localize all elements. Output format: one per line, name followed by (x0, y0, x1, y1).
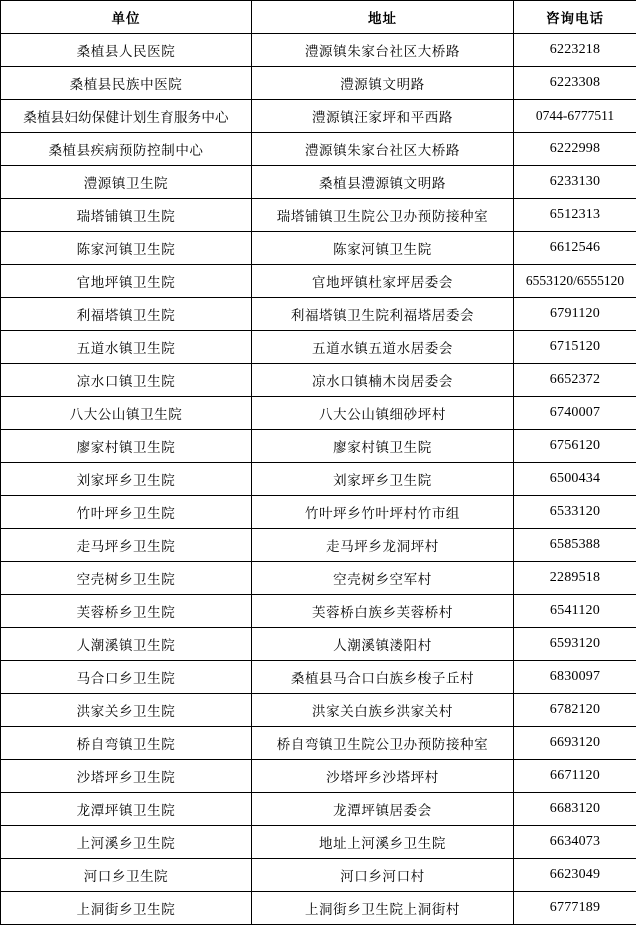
unit-cell: 瑞塔铺镇卫生院 (1, 199, 252, 232)
table-row (1, 793, 636, 826)
unit-cell: 五道水镇卫生院 (1, 331, 252, 364)
table-row (1, 100, 636, 133)
address-cell: 五道水镇五道水居委会 (252, 331, 514, 364)
table-row (1, 595, 636, 628)
phone-cell: 6623049 (514, 859, 636, 892)
address-cell: 廖家村镇卫生院 (252, 430, 514, 463)
phone-cell: 0744-6777511 (514, 100, 636, 133)
phone-cell: 6782120 (514, 694, 636, 727)
address-cell: 沙塔坪乡沙塔坪村 (252, 760, 514, 793)
address-cell: 芙蓉桥白族乡芙蓉桥村 (252, 595, 514, 628)
table-row (1, 232, 636, 265)
address-cell: 桥自弯镇卫生院公卫办预防接种室 (252, 727, 514, 760)
unit-cell: 上河溪乡卫生院 (1, 826, 252, 859)
unit-cell: 桑植县疾病预防控制中心 (1, 133, 252, 166)
table-row (1, 529, 636, 562)
address-cell: 洪家关白族乡洪家关村 (252, 694, 514, 727)
unit-cell: 凉水口镇卫生院 (1, 364, 252, 397)
table-row (1, 826, 636, 859)
address-cell: 澧源镇朱家台社区大桥路 (252, 133, 514, 166)
table-row (1, 430, 636, 463)
unit-cell: 廖家村镇卫生院 (1, 430, 252, 463)
unit-cell: 芙蓉桥乡卫生院 (1, 595, 252, 628)
address-cell: 桑植县澧源镇文明路 (252, 166, 514, 199)
unit-cell: 澧源镇卫生院 (1, 166, 252, 199)
phone-cell: 6830097 (514, 661, 636, 694)
phone-cell: 6223308 (514, 67, 636, 100)
unit-cell: 沙塔坪乡卫生院 (1, 760, 252, 793)
table-header (1, 1, 636, 34)
table-row (1, 694, 636, 727)
table-row (1, 265, 636, 298)
unit-cell: 人潮溪镇卫生院 (1, 628, 252, 661)
unit-cell: 龙潭坪镇卫生院 (1, 793, 252, 826)
address-cell: 澧源镇文明路 (252, 67, 514, 100)
table-row (1, 364, 636, 397)
phone-cell: 6693120 (514, 727, 636, 760)
table-body (1, 34, 636, 925)
unit-cell: 官地坪镇卫生院 (1, 265, 252, 298)
table-row (1, 298, 636, 331)
phone-cell: 6222998 (514, 133, 636, 166)
table-row (1, 331, 636, 364)
table-row (1, 628, 636, 661)
table-row (1, 199, 636, 232)
unit-cell: 桥自弯镇卫生院 (1, 727, 252, 760)
table-row (1, 463, 636, 496)
unit-cell: 河口乡卫生院 (1, 859, 252, 892)
table-row (1, 859, 636, 892)
unit-cell: 走马坪乡卫生院 (1, 529, 252, 562)
unit-cell: 空壳树乡卫生院 (1, 562, 252, 595)
phone-cell: 6585388 (514, 529, 636, 562)
unit-cell: 上洞街乡卫生院 (1, 892, 252, 925)
table-row (1, 562, 636, 595)
phone-cell: 2289518 (514, 562, 636, 595)
address-cell: 上洞街乡卫生院上洞街村 (252, 892, 514, 925)
phone-cell: 6634073 (514, 826, 636, 859)
table-row (1, 34, 636, 67)
address-cell: 刘家坪乡卫生院 (252, 463, 514, 496)
address-cell: 利福塔镇卫生院利福塔居委会 (252, 298, 514, 331)
address-cell: 凉水口镇楠木岗居委会 (252, 364, 514, 397)
unit-cell: 陈家河镇卫生院 (1, 232, 252, 265)
column-header-unit: 单位 (1, 1, 252, 34)
address-cell: 澧源镇汪家坪和平西路 (252, 100, 514, 133)
table-row (1, 727, 636, 760)
address-cell: 澧源镇朱家台社区大桥路 (252, 34, 514, 67)
column-header-address: 地址 (252, 1, 514, 34)
address-cell: 人潮溪镇溇阳村 (252, 628, 514, 661)
phone-cell: 6533120 (514, 496, 636, 529)
phone-cell: 6553120/6555120 (514, 265, 636, 298)
unit-cell: 桑植县民族中医院 (1, 67, 252, 100)
address-cell: 官地坪镇杜家坪居委会 (252, 265, 514, 298)
phone-cell: 6671120 (514, 760, 636, 793)
unit-cell: 桑植县人民医院 (1, 34, 252, 67)
unit-cell: 洪家关乡卫生院 (1, 694, 252, 727)
table-row (1, 661, 636, 694)
unit-cell: 桑植县妇幼保健计划生育服务中心 (1, 100, 252, 133)
table-row (1, 67, 636, 100)
phone-cell: 6777189 (514, 892, 636, 925)
header-row (1, 1, 636, 34)
table-row (1, 892, 636, 925)
table-row (1, 760, 636, 793)
phone-cell: 6512313 (514, 199, 636, 232)
phone-cell: 6500434 (514, 463, 636, 496)
unit-cell: 八大公山镇卫生院 (1, 397, 252, 430)
table-row (1, 496, 636, 529)
table-row (1, 133, 636, 166)
phone-cell: 6593120 (514, 628, 636, 661)
phone-cell: 6715120 (514, 331, 636, 364)
phone-cell: 6541120 (514, 595, 636, 628)
phone-cell: 6740007 (514, 397, 636, 430)
unit-cell: 刘家坪乡卫生院 (1, 463, 252, 496)
table-row (1, 397, 636, 430)
address-cell: 八大公山镇细砂坪村 (252, 397, 514, 430)
phone-cell: 6756120 (514, 430, 636, 463)
address-cell: 桑植县马合口白族乡梭子丘村 (252, 661, 514, 694)
address-cell: 陈家河镇卫生院 (252, 232, 514, 265)
column-header-phone: 咨询电话 (514, 1, 636, 34)
table-row (1, 166, 636, 199)
address-cell: 龙潭坪镇居委会 (252, 793, 514, 826)
address-cell: 河口乡河口村 (252, 859, 514, 892)
address-cell: 竹叶坪乡竹叶坪村竹市组 (252, 496, 514, 529)
address-cell: 地址上河溪乡卫生院 (252, 826, 514, 859)
phone-cell: 6233130 (514, 166, 636, 199)
address-cell: 空壳树乡空军村 (252, 562, 514, 595)
address-cell: 瑞塔铺镇卫生院公卫办预防接种室 (252, 199, 514, 232)
phone-cell: 6791120 (514, 298, 636, 331)
phone-cell: 6652372 (514, 364, 636, 397)
address-cell: 走马坪乡龙洞坪村 (252, 529, 514, 562)
phone-cell: 6223218 (514, 34, 636, 67)
unit-cell: 马合口乡卫生院 (1, 661, 252, 694)
unit-cell: 竹叶坪乡卫生院 (1, 496, 252, 529)
phone-cell: 6683120 (514, 793, 636, 826)
unit-cell: 利福塔镇卫生院 (1, 298, 252, 331)
phone-cell: 6612546 (514, 232, 636, 265)
